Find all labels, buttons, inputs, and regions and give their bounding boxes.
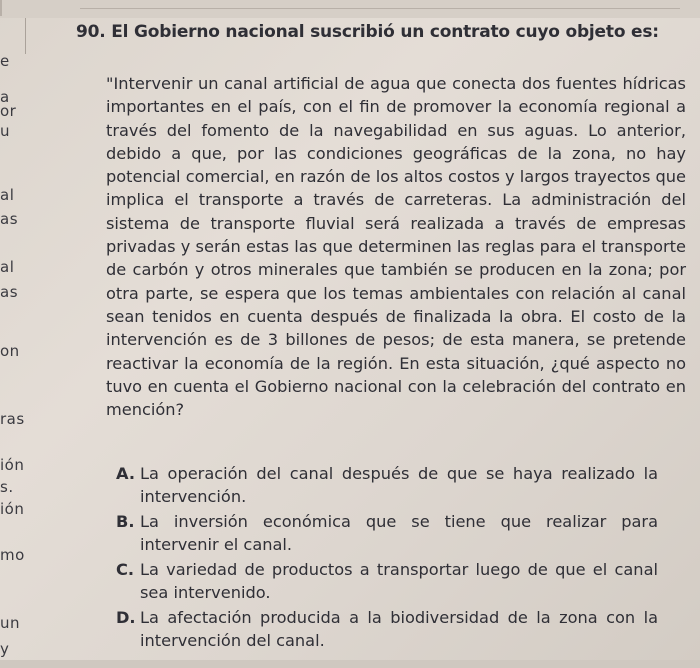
- page-bottom-edge: [0, 660, 700, 668]
- question-statement: "Intervenir un canal artificial de agua que conecta dos fuentes hídricas importantes en el país, con el fin de promover la economía regional a través del fomento de la navegabilidad en sus aguas. Lo anterior, debido a que, por las condiciones geográficas de la zona, no hay potencial comercial, en razón de los altos costos y largos trayectos que implica el transporte a través de carreteras. La administración del sistema de transporte fluvial será realizada a través de empresas privadas y serán estas las que determinen las reglas para el transporte de carbón y otros minerales que también se producen en la zona; por otra parte, se espera que los temas ambientales con relación al canal sean tenidos en cuenta después de finalizada la obra. El costo de la intervención es de 3 billones de pesos; de esta manera, se pretende reactivar la economía de la región. En esta situación, ¿qué aspecto no tuvo en cuenta el Gobierno nacional con la celebración del contrato en mención?: [106, 74, 687, 420]
- page-top-edge: [0, 0, 700, 18]
- option-text: La operación del canal después de que se haya realizado la intervención.: [140, 464, 658, 506]
- option-text: La inversión económica que se tiene que realizar para intervenir el canal.: [140, 512, 658, 554]
- option-d[interactable]: [116, 606, 658, 652]
- margin-fragment: or: [0, 102, 17, 120]
- margin-fragment: e: [0, 52, 10, 70]
- option-letter: C.: [116, 560, 135, 579]
- option-letter: B.: [116, 512, 135, 531]
- option-letter: D.: [116, 608, 136, 627]
- option-letter: A.: [116, 464, 135, 483]
- margin-fragment: u: [0, 122, 11, 140]
- margin-fragment: al: [0, 258, 15, 276]
- margin-fragment: ión: [0, 456, 25, 474]
- answer-options: [116, 462, 658, 654]
- option-c[interactable]: [116, 558, 658, 604]
- option-text: La variedad de productos a transportar luego de que el canal sea intervenido.: [140, 560, 658, 602]
- divider-line: [80, 8, 680, 9]
- margin-fragment: ión: [0, 500, 25, 518]
- option-text: La afectación producida a la biodiversidad de la zona con la intervención del canal.: [140, 608, 658, 650]
- question-90: [76, 22, 687, 420]
- margin-fragment: al: [0, 186, 15, 204]
- margin-fragment: as: [0, 283, 19, 301]
- margin-fragment: ras: [0, 410, 25, 428]
- margin-fragment: s.: [0, 478, 14, 496]
- previous-column-fragments: [0, 0, 48, 668]
- margin-fragment: mo: [0, 546, 25, 564]
- question-title: 90. El Gobierno nacional suscribió un contrato cuyo objeto es:: [76, 22, 659, 42]
- margin-fragment: un: [0, 614, 21, 632]
- option-a[interactable]: [116, 462, 658, 508]
- margin-fragment: a: [0, 88, 10, 106]
- margin-fragment: as: [0, 210, 19, 228]
- column-border: [25, 18, 26, 54]
- margin-fragment: on: [0, 342, 20, 360]
- option-b[interactable]: [116, 510, 658, 556]
- margin-fragment: y: [0, 640, 10, 658]
